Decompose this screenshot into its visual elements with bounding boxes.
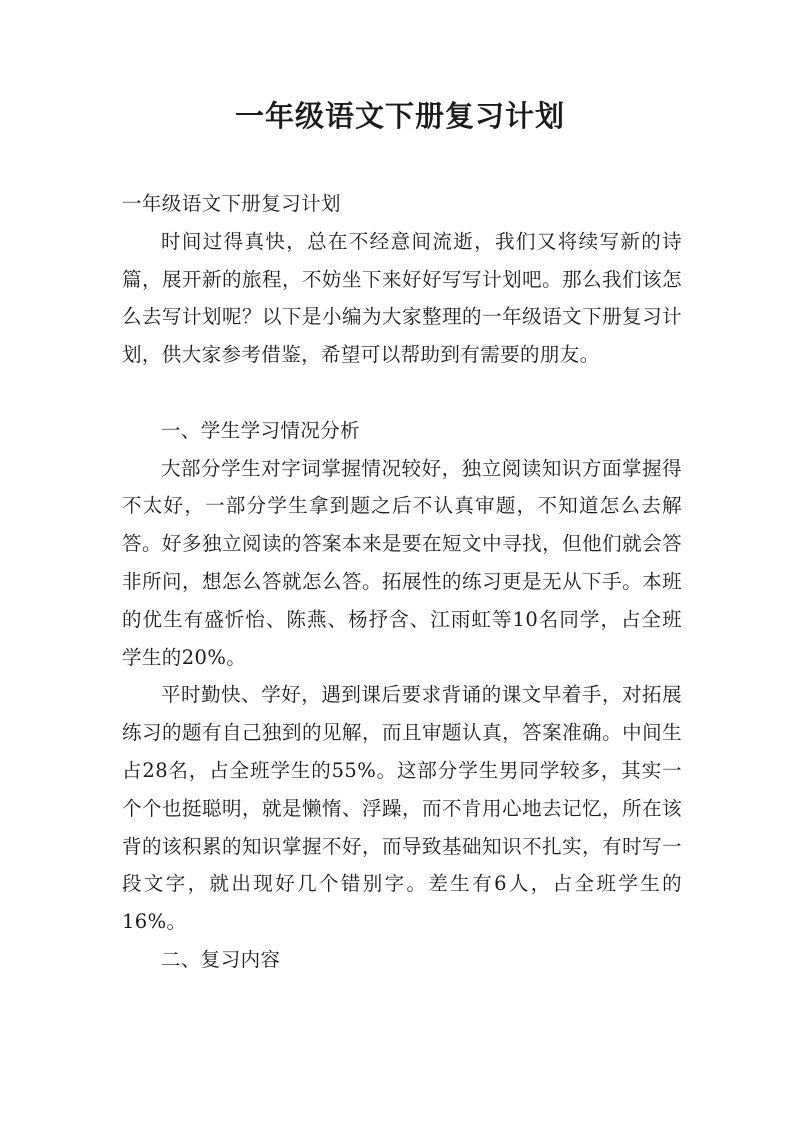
section-heading-student-analysis: 一、学生学习情况分析 — [161, 418, 361, 442]
paragraph-spacer — [122, 374, 682, 412]
document-body — [122, 185, 682, 979]
document-subtitle: 一年级语文下册复习计划 — [122, 192, 341, 215]
document-title: 一年级语文下册复习计划 — [234, 99, 565, 133]
student-analysis-paragraph-2: 平时勤快、学好，遇到课后要求背诵的课文早着手，对拓展练习的题有自己独到的见解，而且审题认真，答案准确。中间生占28名，占全班学生的55%。这部分学生男同学较多，其实一个个也挺聪明，就是懒惰、浮躁，而不肯用心地去记忆，所在该背的该积累的知识掌握不好，而导致基础知识不扎实，有时写一段文字，就出现好几个错别字。差生有6人，占全班学生的16%。 — [122, 683, 682, 934]
section-heading-review-content: 二、复习内容 — [161, 947, 281, 971]
student-analysis-paragraph-1: 大部分学生对字词掌握情况较好，独立阅读知识方面掌握得不太好，一部分学生拿到题之后不认真审题，不知道怎么去解答。好多独立阅读的答案本来是要在短文中寻找，但他们就会答非所问，想怎么答就怎么答。拓展性的练习更是无从下手。本班的优生有盛忻怡、陈燕、杨抒含、江雨虹等10名同学，占全班学生的20%。 — [122, 456, 682, 669]
intro-paragraph: 时间过得真快，总在不经意间流逝，我们又将续写新的诗篇，展开新的旅程，不妨坐下来好好写写计划吧。那么我们该怎么去写计划呢？以下是小编为大家整理的一年级语文下册复习计划，供大家参考借鉴，希望可以帮助到有需要的朋友。 — [122, 229, 682, 367]
